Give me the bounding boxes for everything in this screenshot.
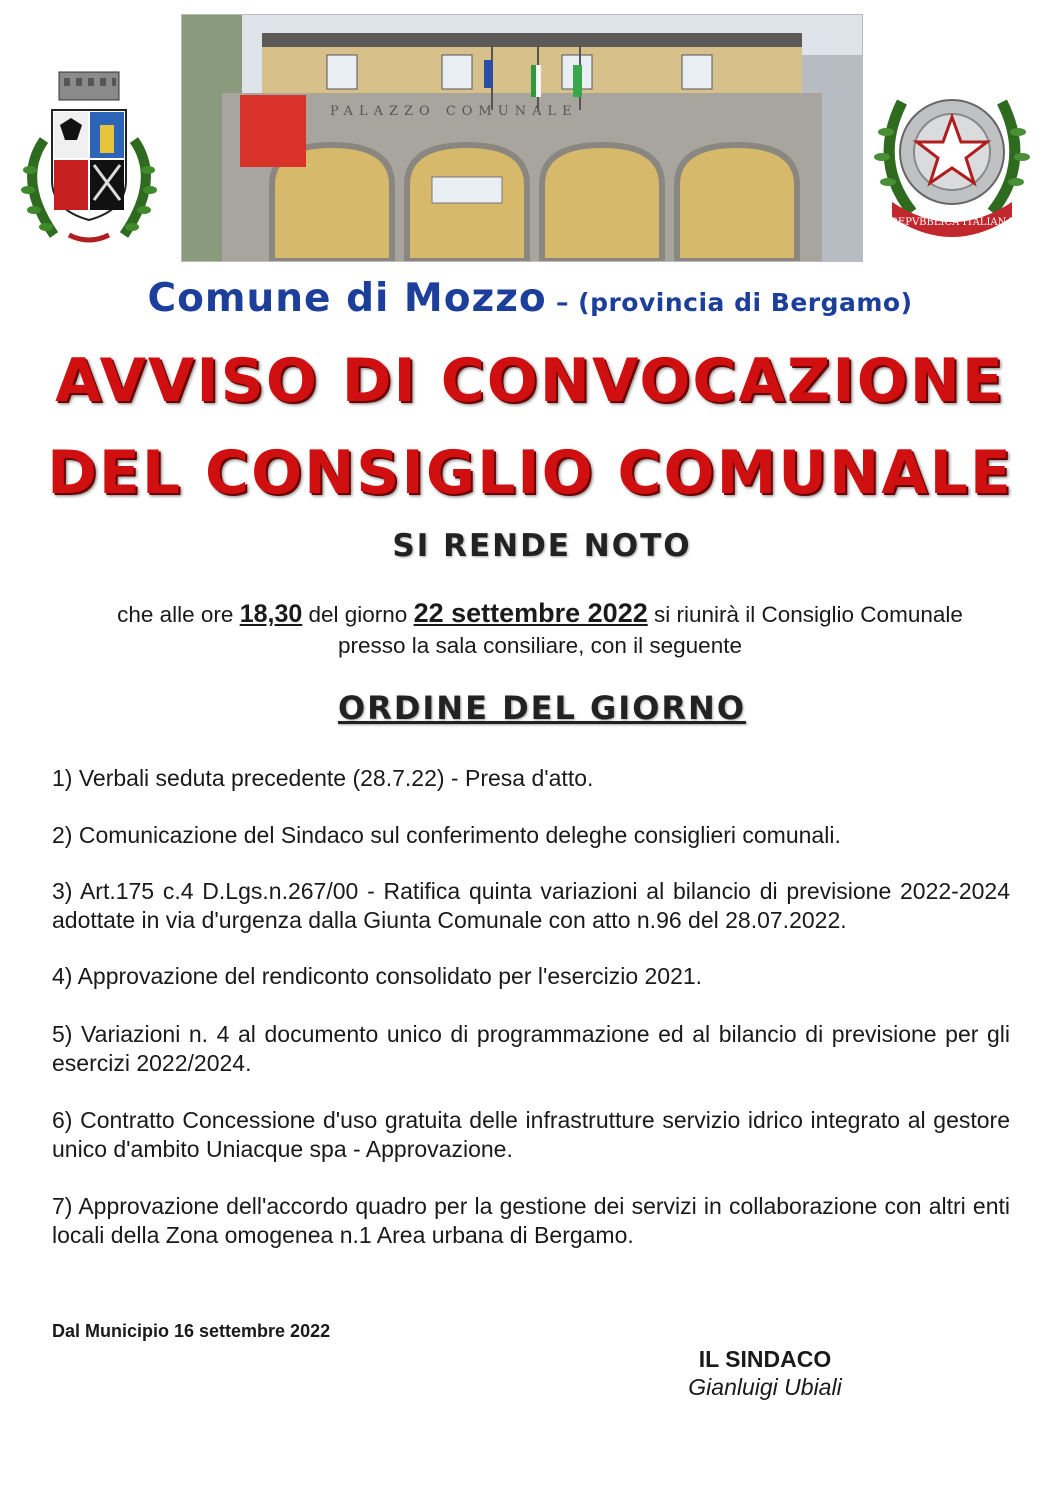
signatory-name: Gianluigi Ubiali [688,1374,842,1400]
town-hall-photo [181,14,863,262]
agenda-item-3: 3) Art.175 c.4 D.Lgs.n.267/00 - Ratifica quinta variazioni al bilancio di previsione 2022-2024 adottate in via d'urgenza dalla Giunta Comunale con atto n.96 del 28.07.2022. [52,878,1010,933]
meeting-intro [40,598,1040,661]
agenda-item-1: 1) Verbali seduta precedente (28.7.22) - Presa d'atto. [52,765,594,791]
agenda-item-6: 6) Contratto Concessione d'uso gratuita delle infrastrutture servizio idrico integrato al gestore unico d'ambito Uniacque spa - Approvazione. [52,1107,1010,1162]
intro-text-start: che alle ore [117,602,240,627]
italian-republic-emblem-logo [872,62,1032,242]
agenda-item-5: 5) Variazioni n. 4 al documento unico di programmazione ed al bilancio di previsione per gli esercizi 2022/2024. [52,1021,1010,1076]
mozzo-coat-of-arms-logo [14,70,164,250]
meeting-time: 18,30 [239,600,303,628]
agenda-title: ORDINE DEL GIORNO [337,689,747,727]
agenda-item-4: 4) Approvazione del rendiconto consolidato per l'esercizio 2021. [52,963,703,989]
building-lettering: PALAZZO COMUNALE [330,104,578,119]
issue-date: Dal Municipio 16 settembre 2022 [52,1321,331,1341]
meeting-date: 22 settembre 2022 [413,598,648,628]
province-name: – (provincia di Bergamo) [546,288,913,317]
notice-title-line-2: DEL CONSIGLIO COMUNALE [47,438,1013,508]
signatory-role: IL SINDACO [698,1346,832,1372]
emblem-ribbon-text: REPVBBLICA ITALIANA [890,217,1014,228]
agenda-item-7: 7) Approvazione dell'accordo quadro per la gestione dei servizi in collaborazione con altri enti locali della Zona omogenea n.1 Area urbana di Bergamo. [52,1193,1010,1248]
notice-title-line-1: AVVISO DI CONVOCAZIONE [55,346,1005,416]
municipality-name: Comune di Mozzo [147,276,547,321]
municipality-header [0,276,1060,321]
intro-text-end: si riunirà il Consiglio Comunale [647,602,963,627]
intro-text-day: del giorno [302,602,414,627]
signature-block [650,1345,880,1401]
announcement-heading: SI RENDE NOTO [392,528,692,564]
agenda-item-2: 2) Comunicazione del Sindaco sul conferimento deleghe consiglieri comunali. [52,822,841,848]
intro-text-line-2: presso la sala consiliare, con il seguente [338,633,742,658]
